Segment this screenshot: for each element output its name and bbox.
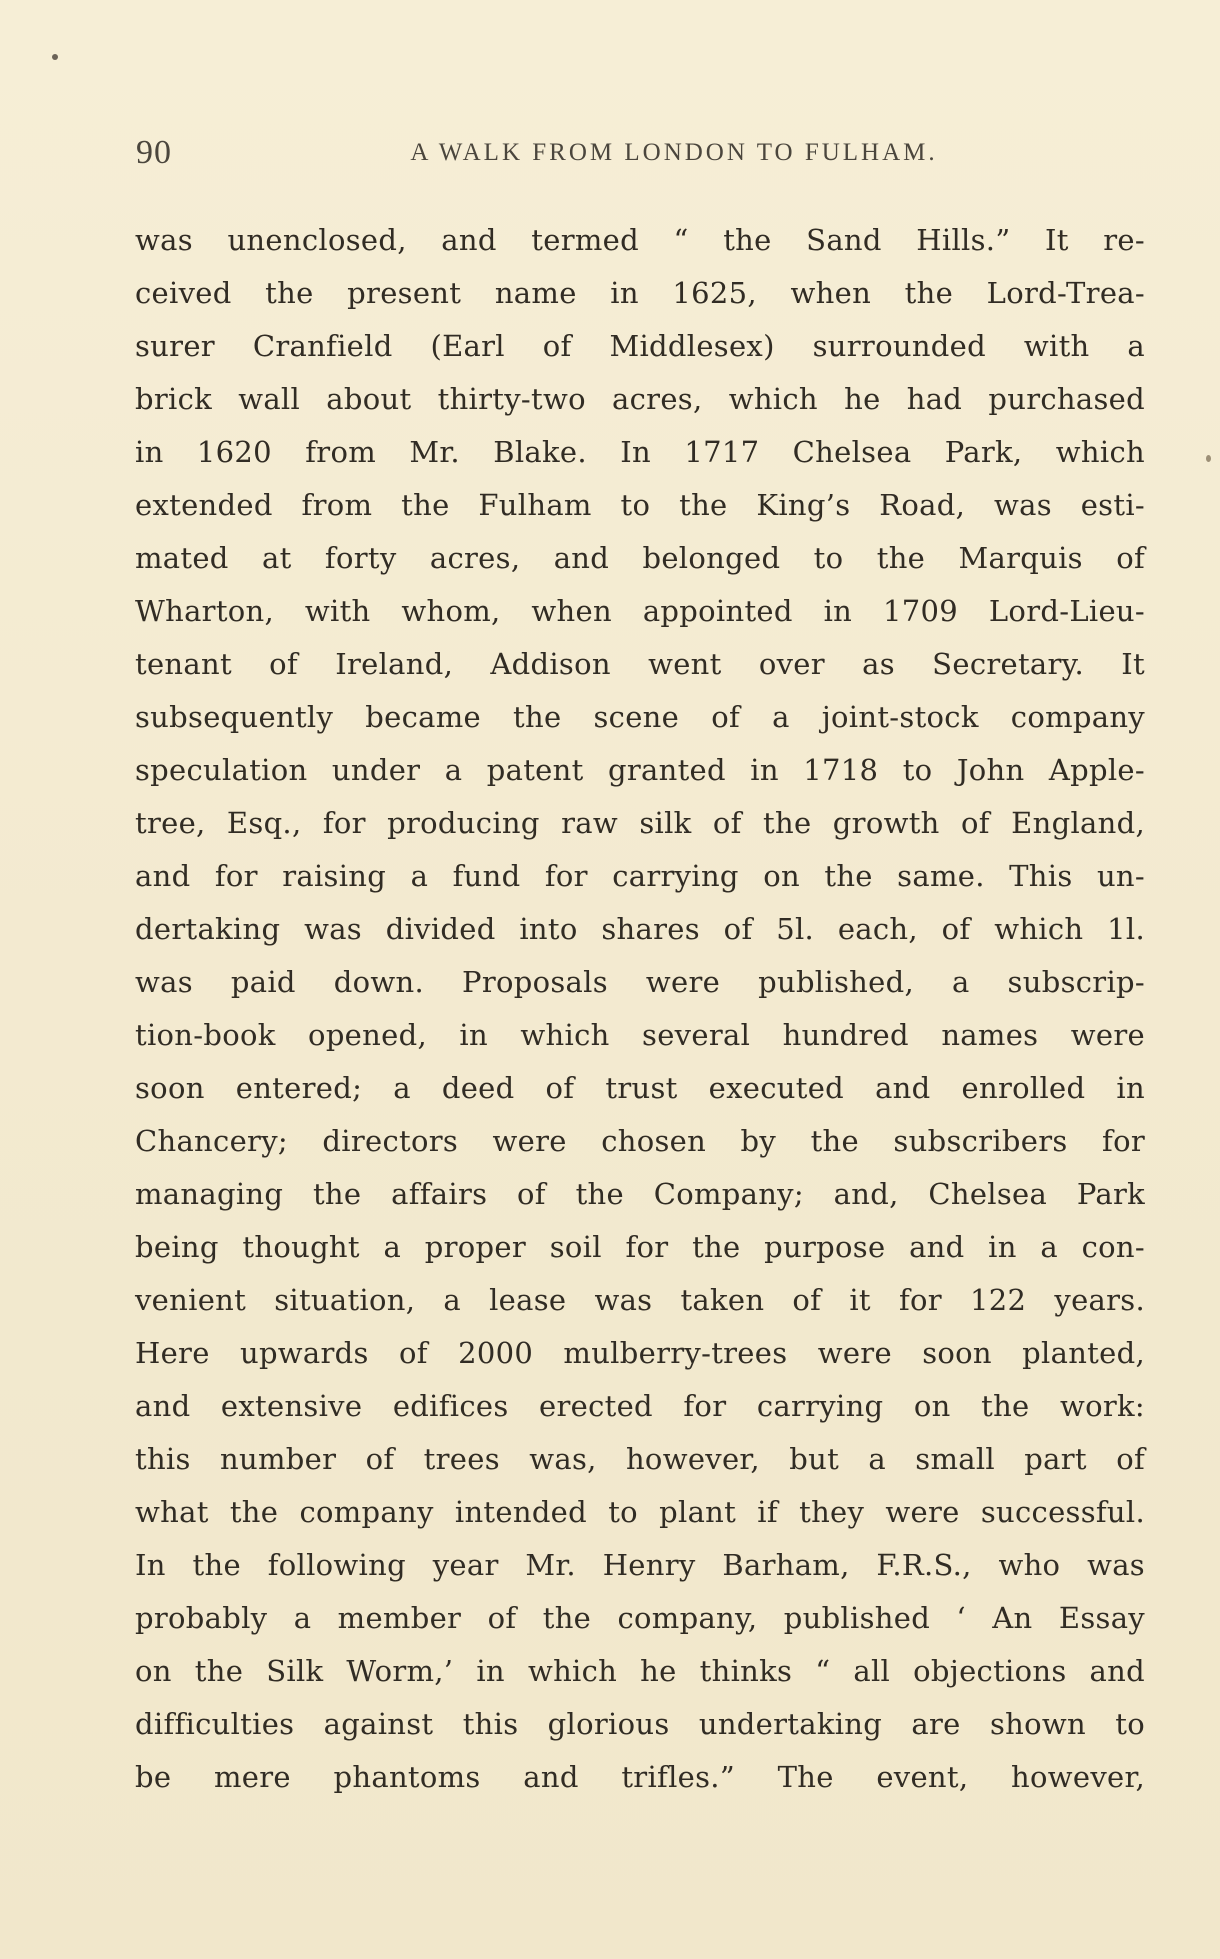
text-line: Wharton, with whom, when appointed in 1709 Lord-Lieu- <box>135 594 1145 628</box>
ink-speck <box>52 54 58 60</box>
text-line: this number of trees was, however, but a small part of <box>135 1442 1145 1476</box>
text-line: tion-book opened, in which several hundred names were <box>135 1018 1145 1052</box>
text-line: brick wall about thirty-two acres, which he had purchased <box>135 382 1145 416</box>
text-line: In the following year Mr. Henry Barham, F.R.S., who was <box>135 1548 1145 1582</box>
text-line: probably a member of the company, published ‘ An Essay <box>135 1601 1145 1635</box>
text-line: mated at forty acres, and belonged to the Marquis of <box>135 541 1145 575</box>
text-line: Here upwards of 2000 mulberry-trees were soon planted, <box>135 1336 1145 1370</box>
text-line: dertaking was divided into shares of 5l. each, of which 1l. <box>135 912 1145 946</box>
text-line: speculation under a patent granted in 1718 to John Apple- <box>135 753 1145 787</box>
running-title: A WALK FROM LONDON TO FULHAM. <box>410 139 938 166</box>
text-line: tenant of Ireland, Addison went over as Secretary. It <box>135 647 1145 681</box>
text-line: subsequently became the scene of a joint-stock company <box>135 700 1145 734</box>
text-line: ceived the present name in 1625, when the Lord-Trea- <box>135 276 1145 310</box>
text-line: venient situation, a lease was taken of it for 122 years. <box>135 1283 1145 1317</box>
page-header <box>136 133 1086 173</box>
text-line: on the Silk Worm,’ in which he thinks “ all objections and <box>135 1654 1145 1688</box>
page-number: 90 <box>136 134 172 171</box>
text-line: what the company intended to plant if they were successful. <box>135 1495 1145 1529</box>
body-text <box>135 214 1145 1804</box>
text-line: being thought a proper soil for the purpose and in a con- <box>135 1230 1145 1264</box>
ink-speck <box>1206 455 1211 462</box>
text-line: and for raising a fund for carrying on the same. This un- <box>135 859 1145 893</box>
text-line: managing the affairs of the Company; and, Chelsea Park <box>135 1177 1145 1211</box>
text-line: and extensive edifices erected for carrying on the work: <box>135 1389 1145 1423</box>
text-line: surer Cranfield (Earl of Middlesex) surrounded with a <box>135 329 1145 363</box>
text-line: tree, Esq., for producing raw silk of the growth of England, <box>135 806 1145 840</box>
text-line: in 1620 from Mr. Blake. In 1717 Chelsea Park, which <box>135 435 1145 469</box>
text-line: extended from the Fulham to the King’s Road, was esti- <box>135 488 1145 522</box>
text-line: was unenclosed, and termed “ the Sand Hills.” It re- <box>135 223 1145 257</box>
text-line: soon entered; a deed of trust executed and enrolled in <box>135 1071 1145 1105</box>
text-line: Chancery; directors were chosen by the subscribers for <box>135 1124 1145 1158</box>
text-line: be mere phantoms and trifles.” The event, however, <box>135 1760 1145 1794</box>
text-line: was paid down. Proposals were published, a subscrip- <box>135 965 1145 999</box>
text-line: difficulties against this glorious undertaking are shown to <box>135 1707 1145 1741</box>
